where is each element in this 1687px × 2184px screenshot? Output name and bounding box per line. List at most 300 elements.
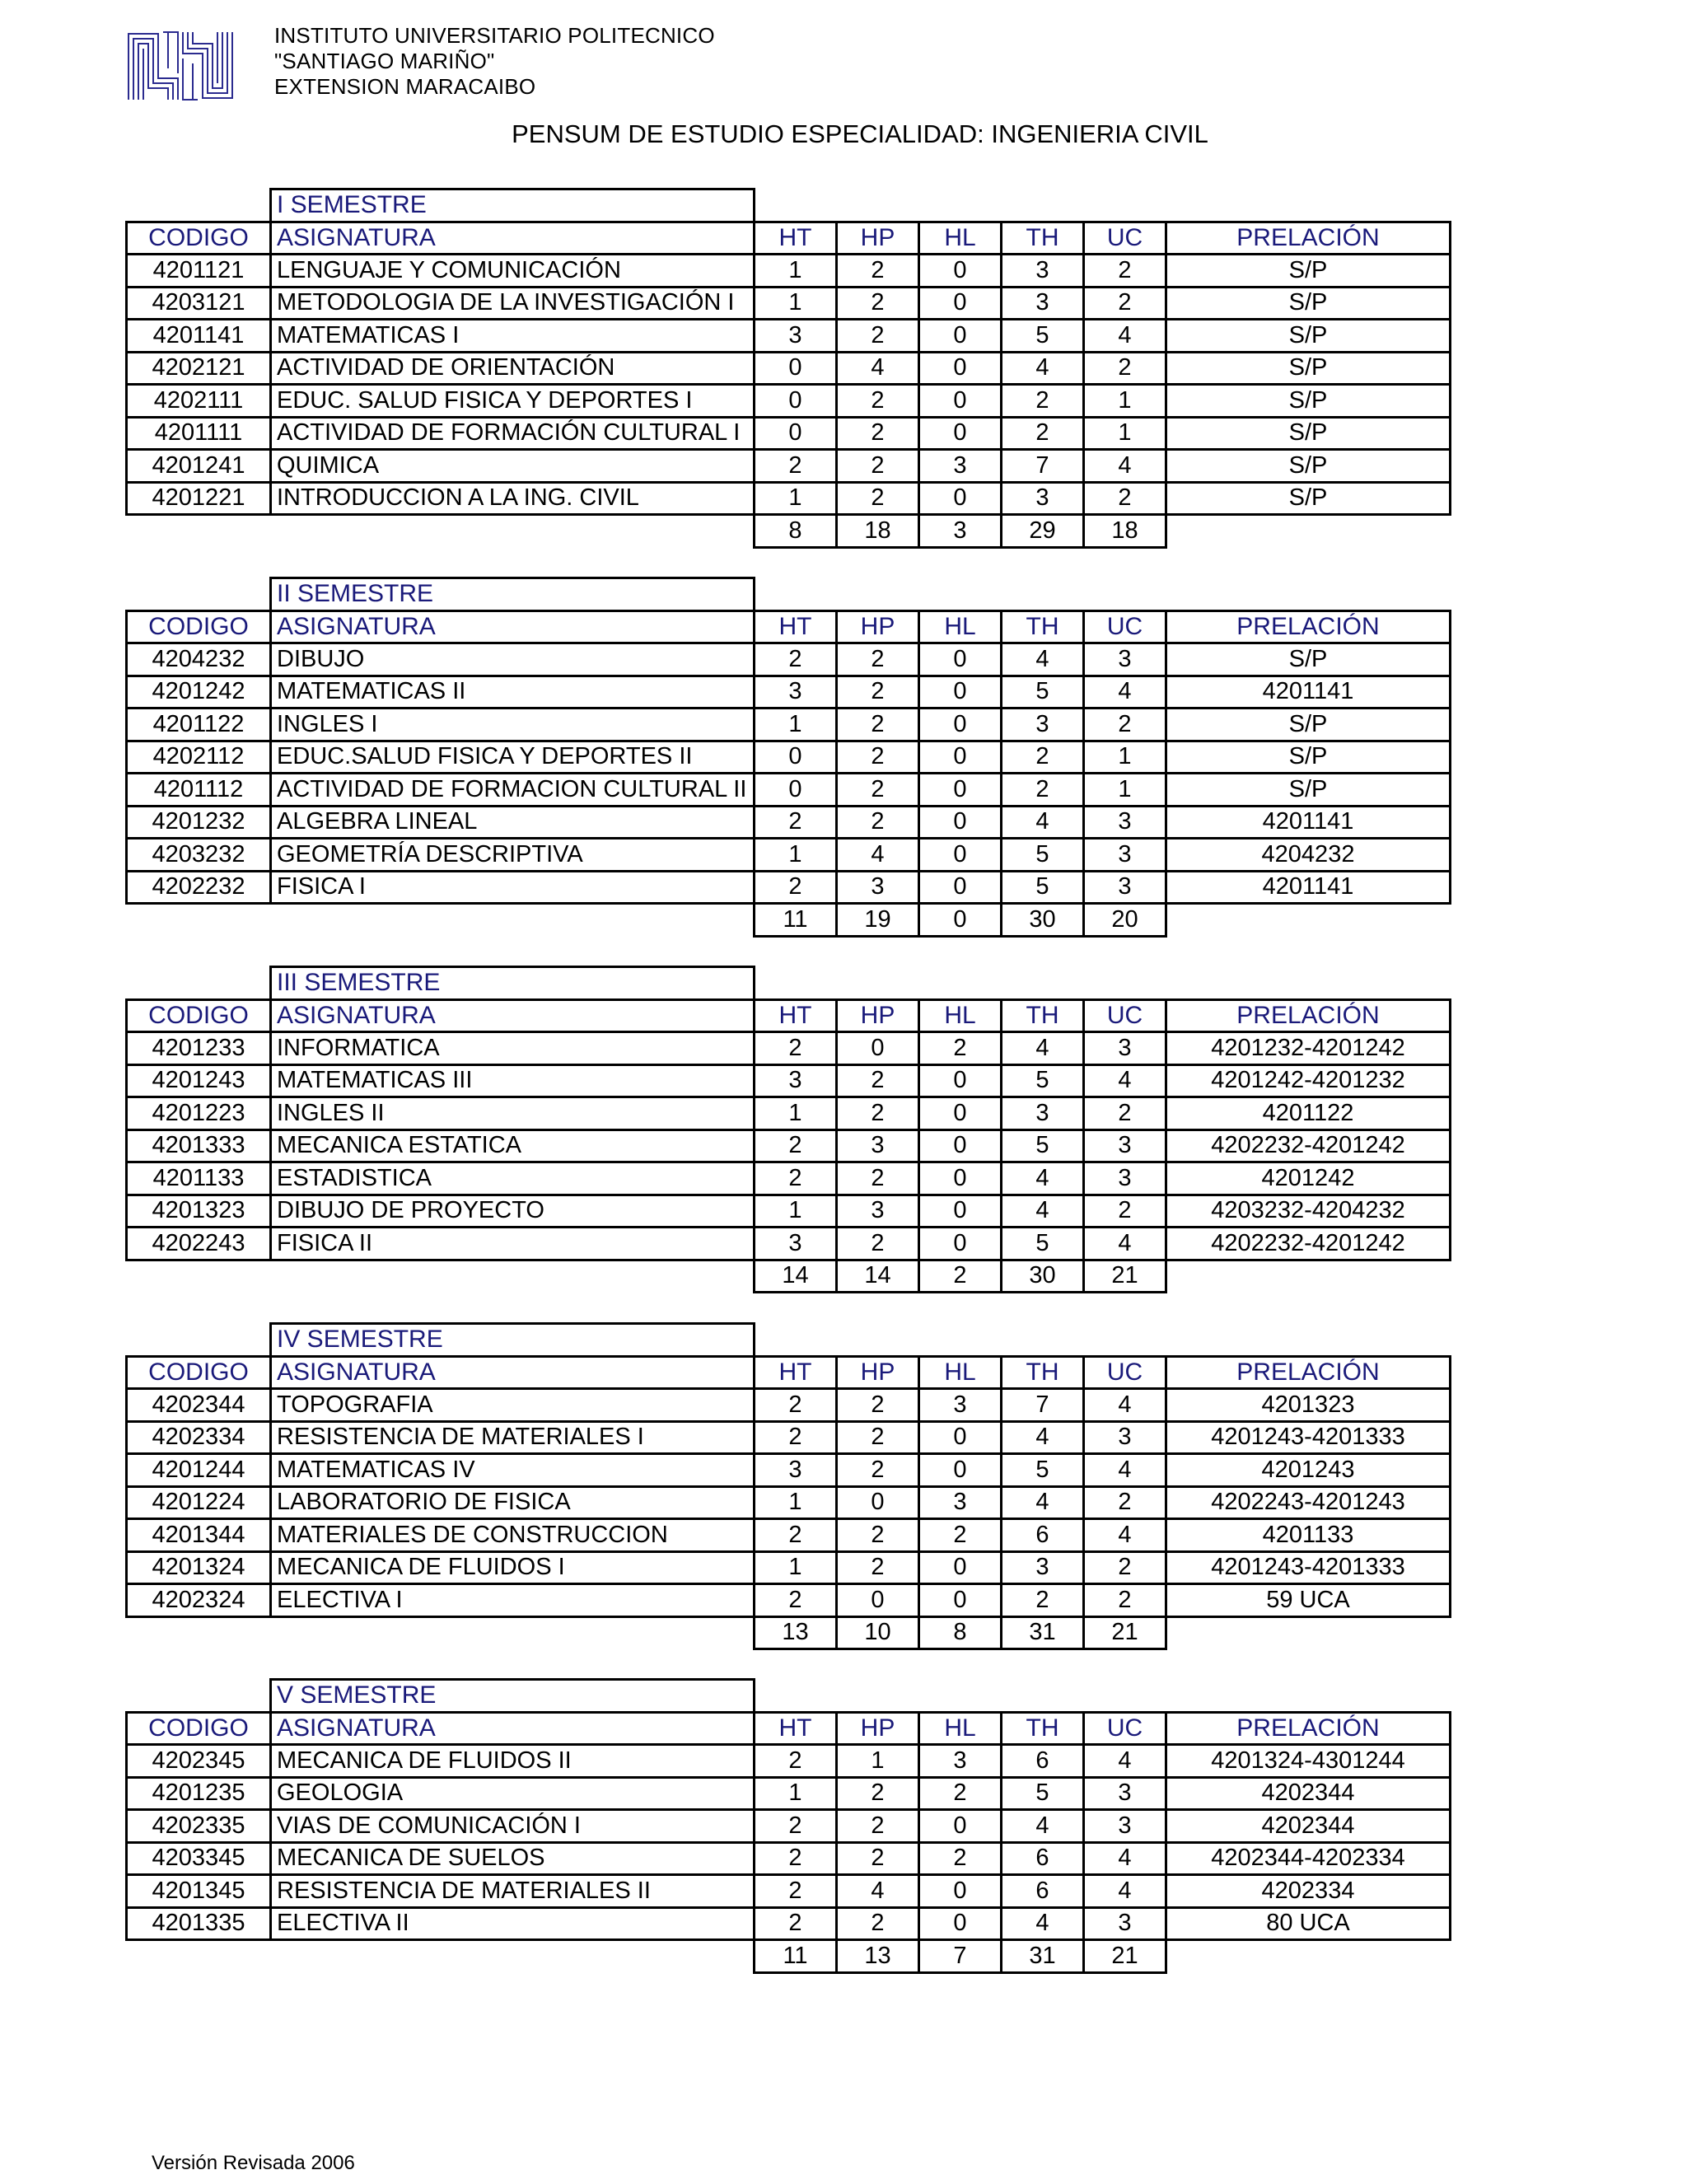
semester-block [125,577,1449,938]
semester-block [125,966,1449,1293]
semester-title-row [127,189,1451,222]
course-name: METODOLOGIA DE LA INVESTIGACIÓN I [271,287,755,320]
ht-value: 3 [755,1228,837,1260]
prelacion-value: 4201243-4201333 [1166,1421,1451,1454]
empty-cell [1166,515,1451,548]
th-value: 6 [1002,1745,1084,1778]
column-header-ht: HT [755,1712,837,1745]
table-row [127,450,1451,483]
ht-value: 2 [755,1584,837,1617]
ht-value: 1 [755,1486,837,1519]
empty-cell [127,1260,271,1293]
table-row [127,417,1451,450]
empty-cell [837,578,919,611]
th-total: 31 [1002,1940,1084,1973]
prelacion-value: 4201324-4301244 [1166,1745,1451,1778]
empty-cell [1084,189,1166,222]
ht-total: 13 [755,1616,837,1649]
course-code: 4203232 [127,839,271,872]
uc-value: 3 [1084,1777,1166,1810]
th-value: 5 [1002,871,1084,904]
ht-value: 1 [755,1195,837,1228]
hl-value: 3 [919,1486,1002,1519]
uc-value: 2 [1084,352,1166,385]
empty-cell [271,1260,755,1293]
column-header-uc: UC [1084,1356,1166,1389]
uc-value: 3 [1084,643,1166,676]
table-row [127,1228,1451,1260]
uc-value: 4 [1084,1228,1166,1260]
column-header-hl: HL [919,1712,1002,1745]
column-header-ht: HT [755,1356,837,1389]
prelacion-value: S/P [1166,385,1451,418]
ht-value: 0 [755,774,837,807]
th-value: 4 [1002,643,1084,676]
uc-total: 21 [1084,1616,1166,1649]
semester-title: I SEMESTRE [271,189,755,222]
course-code: 4201324 [127,1551,271,1584]
course-name: GEOLOGIA [271,1777,755,1810]
hl-value: 0 [919,320,1002,353]
semester-block [125,1322,1449,1650]
uc-total: 20 [1084,904,1166,937]
prelacion-value: 4201141 [1166,871,1451,904]
hl-value: 3 [919,1389,1002,1422]
th-value: 5 [1002,1777,1084,1810]
semester-table [125,966,1451,1293]
course-code: 4202345 [127,1745,271,1778]
course-name: EDUC. SALUD FISICA Y DEPORTES I [271,385,755,418]
semester-title: V SEMESTRE [271,1680,755,1713]
hl-value: 0 [919,1228,1002,1260]
ht-value: 3 [755,1454,837,1487]
table-row [127,871,1451,904]
ht-value: 0 [755,741,837,774]
hp-value: 2 [837,709,919,741]
hp-value: 2 [837,320,919,353]
table-row [127,1129,1451,1162]
column-header-prelacion: PRELACIÓN [1166,610,1451,643]
prelacion-value: 4202232-4201242 [1166,1228,1451,1260]
hl-value: 0 [919,839,1002,872]
uc-value: 1 [1084,774,1166,807]
column-header-asignatura: ASIGNATURA [271,999,755,1032]
ht-total: 8 [755,515,837,548]
semester-title-row [127,1324,1451,1357]
th-value: 4 [1002,1195,1084,1228]
th-value: 6 [1002,1519,1084,1552]
prelacion-value: S/P [1166,287,1451,320]
column-header-codigo: CODIGO [127,610,271,643]
table-row [127,1777,1451,1810]
totals-row [127,1940,1451,1973]
hl-value: 2 [919,1032,1002,1065]
th-value: 7 [1002,450,1084,483]
semester-table [125,1322,1451,1650]
column-header-row [127,999,1451,1032]
semester-title: II SEMESTRE [271,578,755,611]
column-header-prelacion: PRELACIÓN [1166,222,1451,255]
empty-cell [1166,967,1451,1000]
th-value: 3 [1002,1097,1084,1130]
column-header-th: TH [1002,222,1084,255]
hp-value: 2 [837,1454,919,1487]
semester-table [125,188,1451,549]
hl-value: 3 [919,1745,1002,1778]
uc-value: 3 [1084,871,1166,904]
table-row [127,1454,1451,1487]
course-name: FISICA I [271,871,755,904]
hp-value: 2 [837,1777,919,1810]
hl-value: 0 [919,482,1002,515]
empty-cell [837,189,919,222]
prelacion-value: S/P [1166,352,1451,385]
uc-value: 3 [1084,1907,1166,1940]
ht-value: 2 [755,450,837,483]
course-name: TOPOGRAFIA [271,1389,755,1422]
empty-cell [127,1680,271,1713]
course-name: ACTIVIDAD DE ORIENTACIÓN [271,352,755,385]
uc-value: 3 [1084,1032,1166,1065]
totals-row [127,1260,1451,1293]
course-code: 4201243 [127,1064,271,1097]
ht-value: 2 [755,1842,837,1875]
course-name: VIAS DE COMUNICACIÓN I [271,1810,755,1843]
course-name: ESTADISTICA [271,1162,755,1195]
hp-value: 2 [837,482,919,515]
semester-title-row [127,578,1451,611]
prelacion-value: S/P [1166,320,1451,353]
empty-cell [1166,1680,1451,1713]
course-name: DIBUJO [271,643,755,676]
th-value: 4 [1002,1162,1084,1195]
column-header-hl: HL [919,999,1002,1032]
prelacion-value: S/P [1166,709,1451,741]
ht-value: 2 [755,1389,837,1422]
uc-value: 3 [1084,839,1166,872]
hp-value: 2 [837,676,919,709]
th-total: 30 [1002,1260,1084,1293]
prelacion-value: S/P [1166,417,1451,450]
th-value: 4 [1002,1032,1084,1065]
course-code: 4201335 [127,1907,271,1940]
th-value: 5 [1002,1129,1084,1162]
table-row [127,1551,1451,1584]
iusm-logo-icon [125,29,236,103]
hl-value: 2 [919,1519,1002,1552]
course-code: 4201323 [127,1195,271,1228]
semester-title: IV SEMESTRE [271,1324,755,1357]
course-name: ALGEBRA LINEAL [271,806,755,839]
course-name: INFORMATICA [271,1032,755,1065]
prelacion-value: 4201141 [1166,806,1451,839]
column-header-prelacion: PRELACIÓN [1166,999,1451,1032]
column-header-hl: HL [919,222,1002,255]
empty-cell [919,1680,1002,1713]
uc-value: 1 [1084,417,1166,450]
ht-value: 3 [755,1064,837,1097]
empty-cell [1002,1324,1084,1357]
th-value: 7 [1002,1389,1084,1422]
course-code: 4204232 [127,643,271,676]
hp-value: 2 [837,450,919,483]
course-code: 4203345 [127,1842,271,1875]
empty-cell [755,578,837,611]
th-value: 2 [1002,385,1084,418]
hp-value: 2 [837,1907,919,1940]
hl-value: 0 [919,1064,1002,1097]
hl-value: 0 [919,1195,1002,1228]
table-row [127,839,1451,872]
prelacion-value: 80 UCA [1166,1907,1451,1940]
uc-value: 2 [1084,709,1166,741]
course-name: EDUC.SALUD FISICA Y DEPORTES II [271,741,755,774]
empty-cell [837,1680,919,1713]
hl-value: 3 [919,450,1002,483]
empty-cell [127,1616,271,1649]
column-header-codigo: CODIGO [127,999,271,1032]
ht-value: 2 [755,1519,837,1552]
course-name: MATEMATICAS III [271,1064,755,1097]
column-header-hp: HP [837,1356,919,1389]
ht-value: 2 [755,1032,837,1065]
hl-value: 0 [919,1584,1002,1617]
ht-value: 1 [755,482,837,515]
empty-cell [1166,578,1451,611]
course-code: 4201242 [127,676,271,709]
th-value: 5 [1002,1064,1084,1097]
hl-value: 0 [919,1421,1002,1454]
table-row [127,1810,1451,1843]
course-name: QUIMICA [271,450,755,483]
institution-header [274,23,715,100]
hp-value: 2 [837,1097,919,1130]
th-value: 2 [1002,741,1084,774]
hl-value: 0 [919,287,1002,320]
course-name: ELECTIVA I [271,1584,755,1617]
uc-value: 2 [1084,1584,1166,1617]
hl-value: 0 [919,1875,1002,1908]
column-header-ht: HT [755,999,837,1032]
prelacion-value: 4204232 [1166,839,1451,872]
table-row [127,1064,1451,1097]
th-value: 2 [1002,1584,1084,1617]
column-header-codigo: CODIGO [127,222,271,255]
th-value: 3 [1002,1551,1084,1584]
ht-value: 0 [755,385,837,418]
course-code: 4202232 [127,871,271,904]
prelacion-value: 4202243-4201243 [1166,1486,1451,1519]
hp-value: 2 [837,806,919,839]
hp-value: 2 [837,1519,919,1552]
prelacion-value: 4202344-4202334 [1166,1842,1451,1875]
institution-line: EXTENSION MARACAIBO [274,74,536,99]
table-row [127,255,1451,288]
semester-block [125,1678,1449,1974]
hp-value: 2 [837,255,919,288]
column-header-th: TH [1002,999,1084,1032]
hp-total: 14 [837,1260,919,1293]
table-row [127,806,1451,839]
ht-value: 2 [755,1745,837,1778]
hp-value: 2 [837,1551,919,1584]
hp-value: 3 [837,871,919,904]
th-total: 30 [1002,904,1084,937]
course-name: MATEMATICAS II [271,676,755,709]
ht-value: 2 [755,1421,837,1454]
uc-value: 3 [1084,1421,1166,1454]
course-code: 4203121 [127,287,271,320]
hl-value: 0 [919,1907,1002,1940]
uc-total: 18 [1084,515,1166,548]
empty-cell [1002,189,1084,222]
course-name: MATEMATICAS I [271,320,755,353]
th-value: 5 [1002,676,1084,709]
empty-cell [1084,1324,1166,1357]
empty-cell [755,189,837,222]
totals-row [127,1616,1451,1649]
hp-value: 2 [837,287,919,320]
table-row [127,1519,1451,1552]
hl-value: 0 [919,806,1002,839]
hp-total: 19 [837,904,919,937]
ht-total: 11 [755,1940,837,1973]
course-code: 4201233 [127,1032,271,1065]
prelacion-value: 4201122 [1166,1097,1451,1130]
prelacion-value: S/P [1166,450,1451,483]
column-header-uc: UC [1084,1712,1166,1745]
hp-total: 10 [837,1616,919,1649]
uc-value: 4 [1084,1389,1166,1422]
hp-value: 2 [837,1162,919,1195]
table-row [127,1745,1451,1778]
empty-cell [1166,1616,1451,1649]
empty-cell [1166,1940,1451,1973]
table-row [127,385,1451,418]
prelacion-value: 4201232-4201242 [1166,1032,1451,1065]
course-name: GEOMETRÍA DESCRIPTIVA [271,839,755,872]
hp-value: 2 [837,643,919,676]
prelacion-value: 4202232-4201242 [1166,1129,1451,1162]
empty-cell [127,515,271,548]
course-name: MECANICA DE SUELOS [271,1842,755,1875]
uc-value: 1 [1084,385,1166,418]
prelacion-value: 59 UCA [1166,1584,1451,1617]
column-header-th: TH [1002,1356,1084,1389]
hp-value: 0 [837,1584,919,1617]
prelacion-value: S/P [1166,741,1451,774]
prelacion-value: 4202334 [1166,1875,1451,1908]
empty-cell [919,967,1002,1000]
hl-total: 7 [919,1940,1002,1973]
ht-value: 2 [755,1875,837,1908]
hp-value: 4 [837,1875,919,1908]
ht-value: 2 [755,1907,837,1940]
column-header-row [127,610,1451,643]
course-name: MECANICA DE FLUIDOS II [271,1745,755,1778]
table-row [127,482,1451,515]
prelacion-value: 4201133 [1166,1519,1451,1552]
course-name: INGLES I [271,709,755,741]
empty-cell [755,1324,837,1357]
prelacion-value: 4201323 [1166,1389,1451,1422]
prelacion-value: S/P [1166,774,1451,807]
th-value: 3 [1002,482,1084,515]
prelacion-value: 4202344 [1166,1810,1451,1843]
table-row [127,287,1451,320]
column-header-codigo: CODIGO [127,1712,271,1745]
prelacion-value: 4201243 [1166,1454,1451,1487]
column-header-uc: UC [1084,222,1166,255]
course-code: 4201111 [127,417,271,450]
empty-cell [919,1324,1002,1357]
ht-value: 0 [755,352,837,385]
hl-value: 0 [919,255,1002,288]
column-header-prelacion: PRELACIÓN [1166,1356,1451,1389]
hl-value: 0 [919,1097,1002,1130]
course-code: 4202111 [127,385,271,418]
prelacion-value: S/P [1166,255,1451,288]
empty-cell [1084,578,1166,611]
th-value: 4 [1002,352,1084,385]
uc-value: 4 [1084,1745,1166,1778]
column-header-hp: HP [837,222,919,255]
prelacion-value: S/P [1166,482,1451,515]
course-name: DIBUJO DE PROYECTO [271,1195,755,1228]
empty-cell [837,1324,919,1357]
uc-value: 3 [1084,1162,1166,1195]
table-row [127,709,1451,741]
ht-value: 1 [755,1551,837,1584]
column-header-row [127,222,1451,255]
empty-cell [127,578,271,611]
course-code: 4201141 [127,320,271,353]
uc-value: 4 [1084,450,1166,483]
hp-value: 4 [837,839,919,872]
th-value: 3 [1002,255,1084,288]
course-code: 4201112 [127,774,271,807]
semester-title: III SEMESTRE [271,967,755,1000]
column-header-th: TH [1002,610,1084,643]
empty-cell [271,1940,755,1973]
course-code: 4201223 [127,1097,271,1130]
table-row [127,1162,1451,1195]
th-value: 6 [1002,1875,1084,1908]
hp-value: 2 [837,417,919,450]
column-header-asignatura: ASIGNATURA [271,610,755,643]
hl-value: 0 [919,643,1002,676]
th-value: 4 [1002,1421,1084,1454]
course-code: 4201121 [127,255,271,288]
empty-cell [1002,967,1084,1000]
hl-value: 0 [919,676,1002,709]
course-name: FISICA II [271,1228,755,1260]
ht-value: 2 [755,871,837,904]
empty-cell [127,967,271,1000]
th-total: 29 [1002,515,1084,548]
th-value: 4 [1002,1486,1084,1519]
hp-value: 0 [837,1032,919,1065]
th-value: 2 [1002,774,1084,807]
ht-value: 1 [755,709,837,741]
column-header-ht: HT [755,610,837,643]
course-code: 4201244 [127,1454,271,1487]
table-row [127,1389,1451,1422]
hl-total: 2 [919,1260,1002,1293]
ht-value: 3 [755,320,837,353]
empty-cell [919,189,1002,222]
hp-value: 2 [837,1389,919,1422]
